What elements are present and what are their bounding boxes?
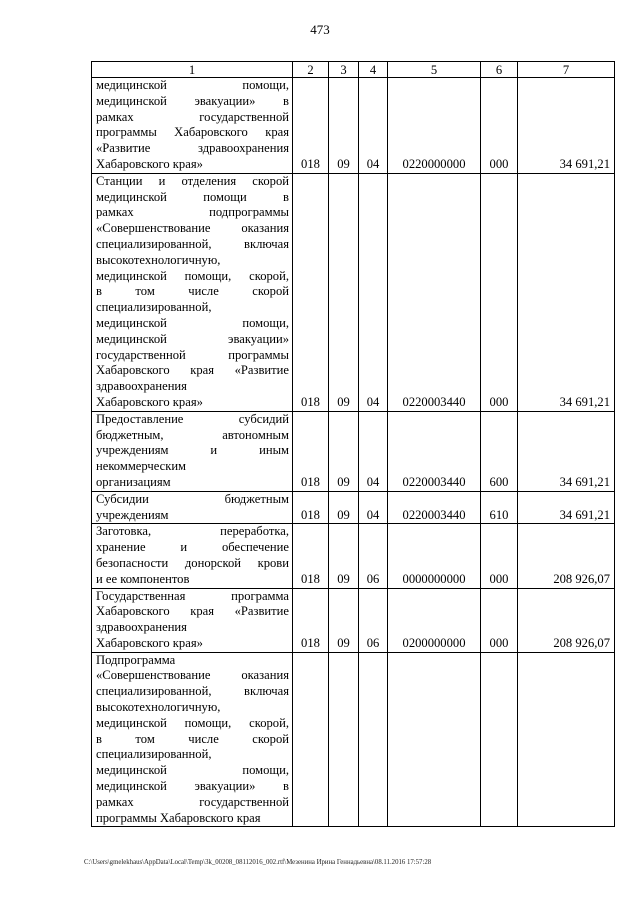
header-cell-1: 1: [92, 62, 293, 78]
table-row: [92, 173, 615, 411]
row-name-line: «Совершенствование оказания: [96, 668, 289, 683]
target-article-cell: [388, 652, 481, 827]
row-name-line: Хабаровского края «Развитие: [96, 604, 289, 619]
row-name-line: здравоохранения: [96, 620, 187, 635]
table-row: [92, 78, 615, 174]
row-name-line: программы Хабаровского края: [96, 125, 289, 140]
row-name-cell: [92, 78, 293, 174]
table-row: [92, 491, 615, 524]
subsection-code-cell: 04: [359, 491, 388, 524]
subsection-code-cell: [359, 652, 388, 827]
subsection-code-cell: 04: [359, 78, 388, 174]
subsection-code-cell: 04: [359, 173, 388, 411]
row-name-line: Хабаровского края»: [96, 635, 203, 650]
row-name-cell: [92, 524, 293, 588]
amount-cell: 34 691,21: [518, 78, 615, 174]
target-article-cell: 0220003440: [388, 411, 481, 491]
ministry-code-cell: 018: [293, 524, 329, 588]
section-code-cell: 09: [329, 173, 359, 411]
row-name-line: программы Хабаровского края: [96, 810, 261, 825]
row-name-line: рамках подпрограммы: [96, 205, 289, 220]
row-name-line: рамках государственной: [96, 109, 289, 124]
row-name-line: медицинской помощи,: [96, 315, 289, 330]
amount-cell: 34 691,21: [518, 411, 615, 491]
row-name-line: хранение и обеспечение: [96, 540, 289, 555]
target-article-cell: 0200000000: [388, 588, 481, 652]
amount-cell: 208 926,07: [518, 588, 615, 652]
row-name-line: медицинской помощи,: [96, 78, 289, 92]
row-name-line: медицинской эвакуации» в: [96, 93, 289, 108]
row-name-line: специализированной,: [96, 747, 212, 762]
target-article-cell: 0000000000: [388, 524, 481, 588]
row-name-line: в том числе скорой: [96, 284, 289, 299]
section-code-cell: 09: [329, 491, 359, 524]
row-name-line: высокотехнологичную,: [96, 700, 221, 715]
expense-type-cell: 610: [481, 491, 518, 524]
row-name-line: специализированной, включая: [96, 684, 289, 699]
file-path-footer: C:\Users\gmelekhaus\AppData\Local\Temp\3k_00208_08112016_002.rtf\Мезенина Ирина Геннадьевна\08.11.2016 17:57:28: [84, 859, 432, 866]
amount-cell: 208 926,07: [518, 524, 615, 588]
expense-type-cell: 000: [481, 524, 518, 588]
target-article-cell: 0220003440: [388, 173, 481, 411]
row-name-line: учреждениям и иным: [96, 443, 289, 458]
section-code-cell: 09: [329, 78, 359, 174]
ministry-code-cell: 018: [293, 588, 329, 652]
row-name-line: «Совершенствование оказания: [96, 221, 289, 236]
subsection-code-cell: 04: [359, 411, 388, 491]
row-name-line: организациям: [96, 474, 171, 489]
row-name-line: медицинской эвакуации»: [96, 331, 289, 346]
row-name-line: «Развитие здравоохранения: [96, 141, 289, 156]
ministry-code-cell: 018: [293, 411, 329, 491]
row-name-line: и ее компонентов: [96, 571, 190, 586]
row-name-cell: [92, 491, 293, 524]
row-name-line: высокотехнологичную,: [96, 252, 221, 267]
row-name-cell: [92, 652, 293, 827]
row-name-line: медицинской помощи,: [96, 763, 289, 778]
row-name-line: медицинской помощи, скорой,: [96, 715, 289, 730]
section-code-cell: 09: [329, 411, 359, 491]
header-cell-7: 7: [518, 62, 615, 78]
section-code-cell: 09: [329, 524, 359, 588]
table-row: [92, 588, 615, 652]
row-name-line: рамках государственной: [96, 794, 289, 809]
expense-type-cell: 000: [481, 588, 518, 652]
header-cell-4: 4: [359, 62, 388, 78]
header-cell-5: 5: [388, 62, 481, 78]
row-name-line: Заготовка, переработка,: [96, 524, 289, 539]
row-name-line: специализированной, включая: [96, 236, 289, 251]
expense-type-cell: 600: [481, 411, 518, 491]
row-name-line: специализированной,: [96, 300, 212, 315]
subsection-code-cell: 06: [359, 588, 388, 652]
target-article-cell: 0220003440: [388, 491, 481, 524]
amount-cell: [518, 652, 615, 827]
row-name-line: Предоставление субсидий: [96, 411, 289, 426]
row-name-line: некоммерческим: [96, 459, 187, 474]
table-header-row: [92, 62, 615, 78]
row-name-line: Субсидии бюджетным: [96, 491, 289, 506]
section-code-cell: [329, 652, 359, 827]
header-cell-3: 3: [329, 62, 359, 78]
row-name-line: государственной программы: [96, 347, 289, 362]
row-name-line: медицинской помощи в: [96, 189, 289, 204]
expense-type-cell: [481, 652, 518, 827]
row-name-line: Государственная программа: [96, 588, 289, 603]
header-cell-2: 2: [293, 62, 329, 78]
budget-table: [91, 61, 615, 827]
amount-cell: 34 691,21: [518, 173, 615, 411]
ministry-code-cell: [293, 652, 329, 827]
row-name-cell: [92, 411, 293, 491]
table-row: [92, 524, 615, 588]
expense-type-cell: 000: [481, 78, 518, 174]
ministry-code-cell: 018: [293, 78, 329, 174]
row-name-line: Хабаровского края»: [96, 156, 203, 171]
subsection-code-cell: 06: [359, 524, 388, 588]
table-row: [92, 652, 615, 827]
row-name-line: медицинской помощи, скорой,: [96, 268, 289, 283]
amount-cell: 34 691,21: [518, 491, 615, 524]
row-name-line: Подпрограмма: [96, 652, 176, 667]
row-name-line: Хабаровского края»: [96, 394, 203, 409]
table-row: [92, 411, 615, 491]
row-name-cell: [92, 173, 293, 411]
row-name-line: Хабаровского края «Развитие: [96, 363, 289, 378]
row-name-line: медицинской эвакуации» в: [96, 779, 289, 794]
row-name-line: в том числе скорой: [96, 731, 289, 746]
row-name-line: безопасности донорской крови: [96, 555, 289, 570]
row-name-line: здравоохранения: [96, 379, 187, 394]
row-name-line: учреждениям: [96, 507, 169, 522]
row-name-cell: [92, 588, 293, 652]
ministry-code-cell: 018: [293, 173, 329, 411]
row-name-line: бюджетным, автономным: [96, 427, 289, 442]
expense-type-cell: 000: [481, 173, 518, 411]
header-cell-6: 6: [481, 62, 518, 78]
page-number: 473: [310, 22, 330, 37]
section-code-cell: 09: [329, 588, 359, 652]
row-name-line: Станции и отделения скорой: [96, 173, 289, 188]
ministry-code-cell: 018: [293, 491, 329, 524]
target-article-cell: 0220000000: [388, 78, 481, 174]
